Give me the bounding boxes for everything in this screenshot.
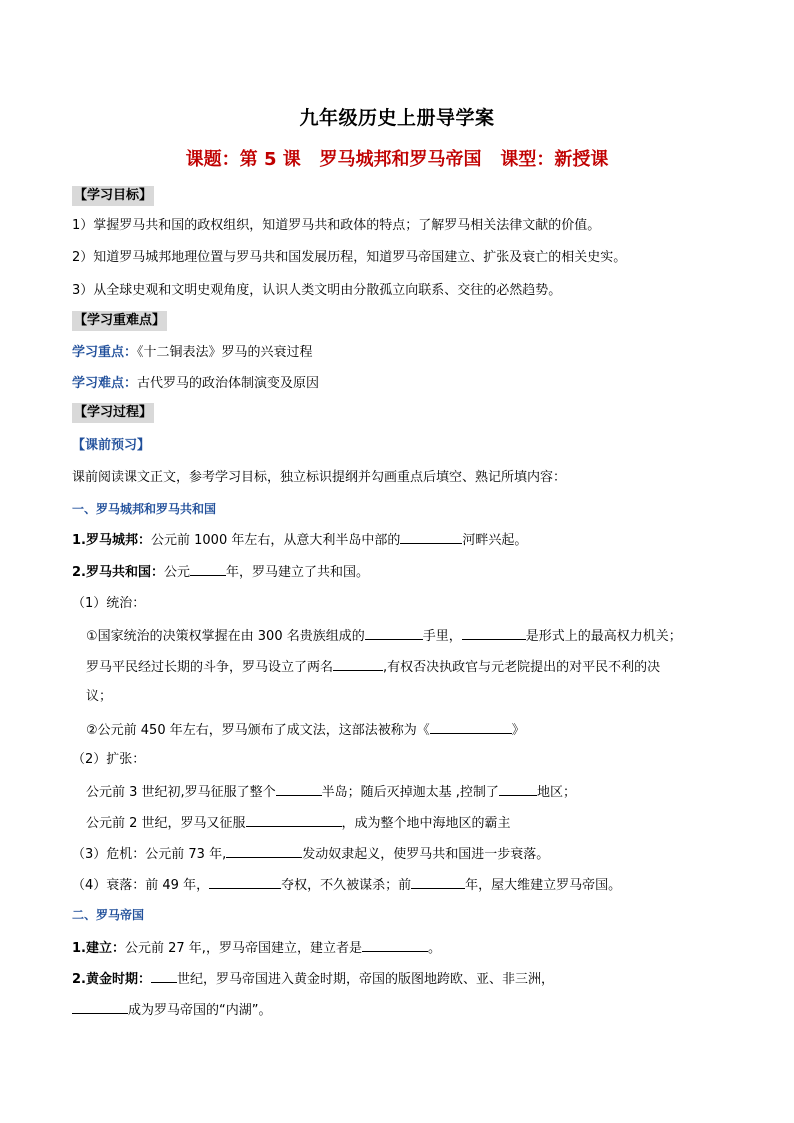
- section1-heading: 一、罗马城邦和罗马共和国: [72, 502, 217, 516]
- focus-text: 《十二铜表法》罗马的兴衰过程: [137, 345, 313, 360]
- exp2-text-b: ，成为整个地中海地区的霸主: [341, 816, 511, 831]
- founder-blank[interactable]: [362, 937, 428, 952]
- s1-l1-num: 1.: [72, 533, 86, 548]
- s1-l1-label: 罗马城邦：: [85, 533, 151, 548]
- s1-line2: [72, 561, 369, 583]
- difficulty-text: 古代罗马的政治体制演变及原因: [137, 376, 320, 391]
- assembly-blank[interactable]: [462, 625, 526, 640]
- difficulty-line: [72, 374, 319, 394]
- goal-item-3: 3）从全球史观和文明史观角度，认识人类文明由分散孤立向联系、交往的必然趋势。: [72, 283, 562, 298]
- s1-l2-num: 2.: [72, 565, 86, 580]
- s2-l1-text-b: 。: [427, 941, 441, 956]
- expansion-heading: （2）扩张：: [72, 752, 146, 767]
- peninsula-blank[interactable]: [276, 781, 322, 796]
- rule-line2: [86, 656, 660, 678]
- region-blank[interactable]: [499, 781, 537, 796]
- rule2-text-b: ,有权否决执政官与元老院提出的对平民不利的决: [383, 660, 661, 675]
- rule-line3: 议；: [86, 689, 113, 704]
- conquest-blank[interactable]: [246, 812, 342, 827]
- uprising-leader-blank[interactable]: [226, 843, 302, 858]
- page-title: 九年级历史上册导学案: [299, 107, 495, 129]
- s2-l3-text: 成为罗马帝国的“内湖”。: [128, 1003, 272, 1018]
- tribune-blank[interactable]: [333, 656, 383, 671]
- rule1-text-a: ①国家统治的决策权掌握在由 300 名贵族组成的: [86, 629, 365, 644]
- s1-l1-text-a: 公元前 1000 年左右，从意大利半岛中部的: [151, 533, 401, 548]
- keypoints-tag: 【学习重难点】: [72, 311, 167, 331]
- law-name-blank[interactable]: [430, 719, 512, 734]
- exp1-text-c: 地区；: [536, 785, 576, 800]
- rule-line1: [86, 625, 682, 647]
- s1-l1-text-b: 河畔兴起。: [462, 533, 528, 548]
- rule1-text-b: 手里，: [422, 629, 462, 644]
- s2-l1-label: 建立：: [85, 941, 125, 956]
- goal-item-2: 2）知道罗马城邦地理位置与罗马共和国发展历程，知道罗马帝国建立、扩张及衰亡的相关史实。: [72, 250, 627, 265]
- crisis-text-b: 发动奴隶起义，使罗马共和国进一步衰落。: [302, 847, 550, 862]
- rule1-text-c: 是形式上的最高权力机关；: [525, 629, 682, 644]
- rule4-text-a: ②公元前 450 年左右，罗马颁布了成文法，这部法被称为《: [86, 723, 430, 738]
- republic-year-blank[interactable]: [190, 561, 226, 576]
- rule2-text-a: 罗马平民经过长期的斗争，罗马设立了两名: [86, 660, 334, 675]
- empire-year-blank[interactable]: [411, 874, 465, 889]
- preview-intro: 课前阅读课文正文，参考学习目标，独立标识提纲并勾画重点后填空、熟记所填内容：: [72, 470, 567, 485]
- expansion-line1: [86, 781, 576, 803]
- rule-heading: （1）统治：: [72, 596, 146, 611]
- exp1-text-b: 半岛；随后灭掉迦太基 ,控制了: [321, 785, 499, 800]
- senate-blank[interactable]: [365, 625, 423, 640]
- decline-text-c: 年，屋大维建立罗马帝国。: [465, 878, 622, 893]
- lesson-subtitle: 课题：第 5 课 罗马城邦和罗马帝国 课型：新授课: [185, 149, 609, 170]
- s1-l2-label: 罗马共和国：: [85, 565, 164, 580]
- exp1-text-a: 公元前 3 世纪初,罗马征服了整个: [86, 785, 276, 800]
- exp2-text-a: 公元前 2 世纪，罗马又征服: [86, 816, 246, 831]
- rule4-text-b: 》: [511, 723, 525, 738]
- s2-l1-text-a: 公元前 27 年,，罗马帝国建立，建立者是: [125, 941, 362, 956]
- s2-line3: [72, 999, 271, 1021]
- goals-tag: 【学习目标】: [72, 186, 154, 206]
- inner-lake-blank[interactable]: [72, 999, 128, 1014]
- s2-line2: [72, 968, 554, 990]
- difficulty-label: 学习难点：: [72, 376, 138, 391]
- s2-l2-num: 2.: [72, 972, 86, 987]
- section2-heading: 二、罗马帝国: [72, 908, 145, 922]
- s1-l2-text-a: 公元: [164, 565, 191, 580]
- crisis-text-a: （3）危机：公元前 73 年,: [72, 847, 227, 862]
- preview-label: 【课前预习】: [72, 438, 151, 453]
- s1-l2-text-b: 年，罗马建立了共和国。: [226, 565, 370, 580]
- focus-line: [72, 343, 313, 363]
- decline-text-a: （4）衰落：前 49 年，: [72, 878, 210, 893]
- river-blank[interactable]: [400, 529, 462, 544]
- rule-line4: [86, 719, 525, 741]
- s2-l1-num: 1.: [72, 941, 86, 956]
- usurper-blank[interactable]: [209, 874, 281, 889]
- crisis-line: [72, 843, 549, 865]
- s2-l2-text-a: 世纪，罗马帝国进入黄金时期，帝国的版图地跨欧、亚、非三洲，: [177, 972, 555, 987]
- focus-label: 学习重点：: [72, 345, 138, 360]
- expansion-line2: [86, 812, 511, 834]
- s1-line1: [72, 529, 527, 551]
- decline-line: [72, 874, 621, 896]
- decline-text-b: 夺权，不久被谋杀；前: [281, 878, 412, 893]
- century-blank[interactable]: [151, 968, 177, 983]
- s2-l2-label: 黄金时期：: [85, 972, 151, 987]
- goal-item-1: 1）掌握罗马共和国的政权组织，知道罗马共和政体的特点；了解罗马相关法律文献的价值。: [72, 218, 601, 233]
- process-tag: 【学习过程】: [72, 403, 154, 423]
- s2-line1: [72, 937, 441, 959]
